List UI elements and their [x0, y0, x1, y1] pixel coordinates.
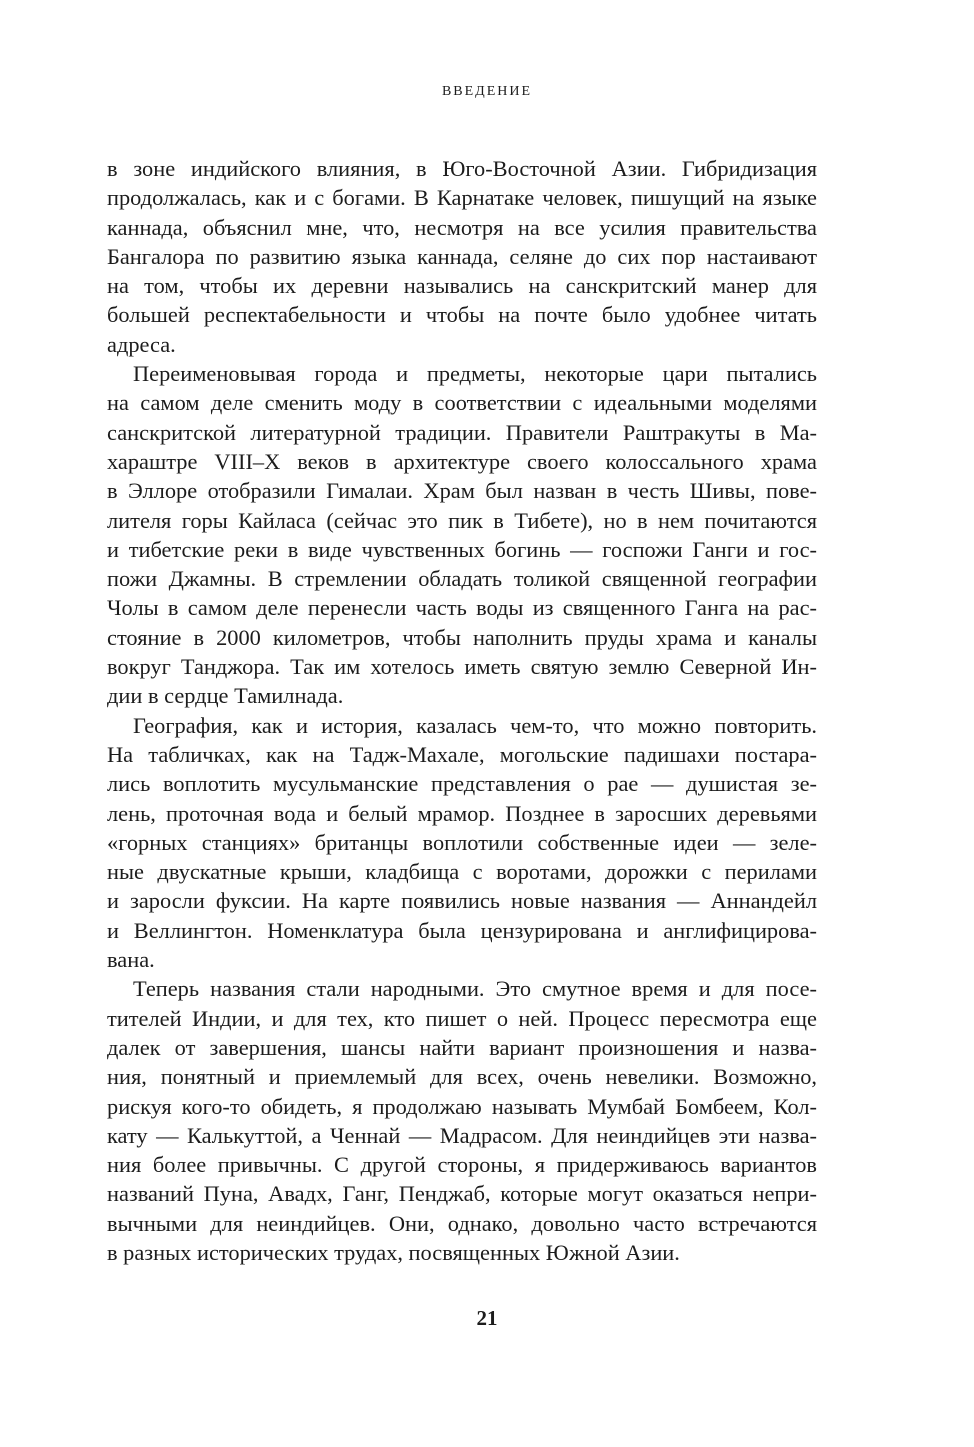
text-line: кату — Калькуттой, а Ченнай — Мадрасом. Для неиндийцев эти назва- — [107, 1122, 817, 1148]
text-line: санскритской литературной традиции. Правители Раштракуты в Ма- — [107, 419, 817, 445]
text-line: большей респектабельности и чтобы на почте было удобнее читать — [107, 302, 817, 328]
text-line: лителя горы Кайласа (сейчас это пик в Тибете), но в нем почитаются — [107, 507, 817, 533]
text-line: пожи Джамны. В стремлении обладать толикой священной географии — [107, 566, 817, 592]
text-line: Теперь названия стали народными. Это смутное время и для посе- — [133, 976, 817, 1002]
text-line: лень, проточная вода и белый мрамор. Позднее в заросших деревьями — [107, 800, 817, 826]
paragraph — [107, 974, 817, 1267]
text-line: на том, чтобы их деревни назывались на санскритский манер для — [107, 273, 817, 299]
text-line: тителей Индии, и для тех, кто пишет о ней. Процесс пересмотра еще — [107, 1005, 817, 1031]
text-line: продолжалась, как и с богами. В Карнатаке человек, пишущий на языке — [107, 185, 817, 211]
text-line: Чолы в самом деле перенесли часть воды из священного Ганга на рас- — [107, 595, 817, 621]
paragraph — [107, 154, 817, 359]
text-line: вычными для неиндийцев. Они, однако, довольно часто встречаются — [107, 1210, 817, 1236]
text-line: на самом деле сменить моду в соответствии с идеальными моделями — [107, 390, 817, 416]
text-line: География, как и история, казалась чем-то, что можно повторить. — [133, 712, 817, 738]
text-line: в Эллоре отобразили Гималаи. Храм был назван в честь Шивы, пове- — [107, 478, 817, 504]
text-line: и Веллингтон. Номенклатура была цензурирована и англифицирова- — [107, 917, 817, 943]
text-line: стояние в 2000 километров, чтобы наполнить пруды храма и каналы — [107, 624, 817, 650]
running-head: ВВЕДЕНИЕ — [441, 84, 533, 99]
text-line: рискуя кого-то обидеть, я продолжаю называть Мумбай Бомбеем, Кол- — [107, 1093, 817, 1119]
text-line: вана. — [107, 947, 155, 973]
text-line: ные двускатные крыши, кладбища с воротами, дорожки с перилами — [107, 859, 817, 885]
text-line: хараштре VIII–X веков в архитектуре своего колоссального храма — [107, 448, 817, 474]
paragraph — [107, 711, 817, 975]
text-line: дии в сердце Тамилнада. — [107, 683, 344, 709]
text-line: «горных станциях» британцы воплотили собственные идеи — зеле- — [107, 829, 817, 855]
text-line: Бангалора по развитию языка каннада, селяне до сих пор настаивают — [107, 243, 817, 269]
text-line: На табличках, как на Тадж-Махале, могольские падишахи постара- — [107, 741, 817, 767]
text-line: адреса. — [107, 331, 176, 357]
text-line: в разных исторических трудах, посвященных Южной Азии. — [107, 1239, 680, 1265]
text-line: каннада, объяснил мне, что, несмотря на все усилия правительства — [107, 214, 817, 240]
text-line: далек от завершения, шансы найти вариант произношения и назва- — [107, 1034, 817, 1060]
paragraph — [107, 359, 817, 711]
text-line: ния более привычны. С другой стороны, я придерживаюсь вариантов — [107, 1152, 817, 1178]
text-line: и тибетские реки в виде чувственных богинь — госпожи Ганги и гос- — [107, 536, 817, 562]
text-line: Переименовывая города и предметы, некоторые цари пытались — [133, 361, 817, 387]
text-line: и заросли фуксии. На карте появились новые названия — Аннандейл — [107, 888, 817, 914]
text-line: вокруг Танджора. Так им хотелось иметь святую землю Северной Ин- — [107, 654, 817, 680]
text-line: в зоне индийского влияния, в Юго-Восточной Азии. Гибридизация — [107, 156, 817, 181]
page-number: 21 — [476, 1306, 498, 1330]
body-text — [107, 154, 817, 1267]
text-line: лись воплотить мусульманские представления о рае — душистая зе- — [107, 771, 817, 797]
text-line: названий Пуна, Авадх, Ганг, Пенджаб, которые могут оказаться непри- — [107, 1181, 817, 1207]
text-line: ния, понятный и приемлемый для всех, очень невелики. Возможно, — [107, 1064, 817, 1090]
